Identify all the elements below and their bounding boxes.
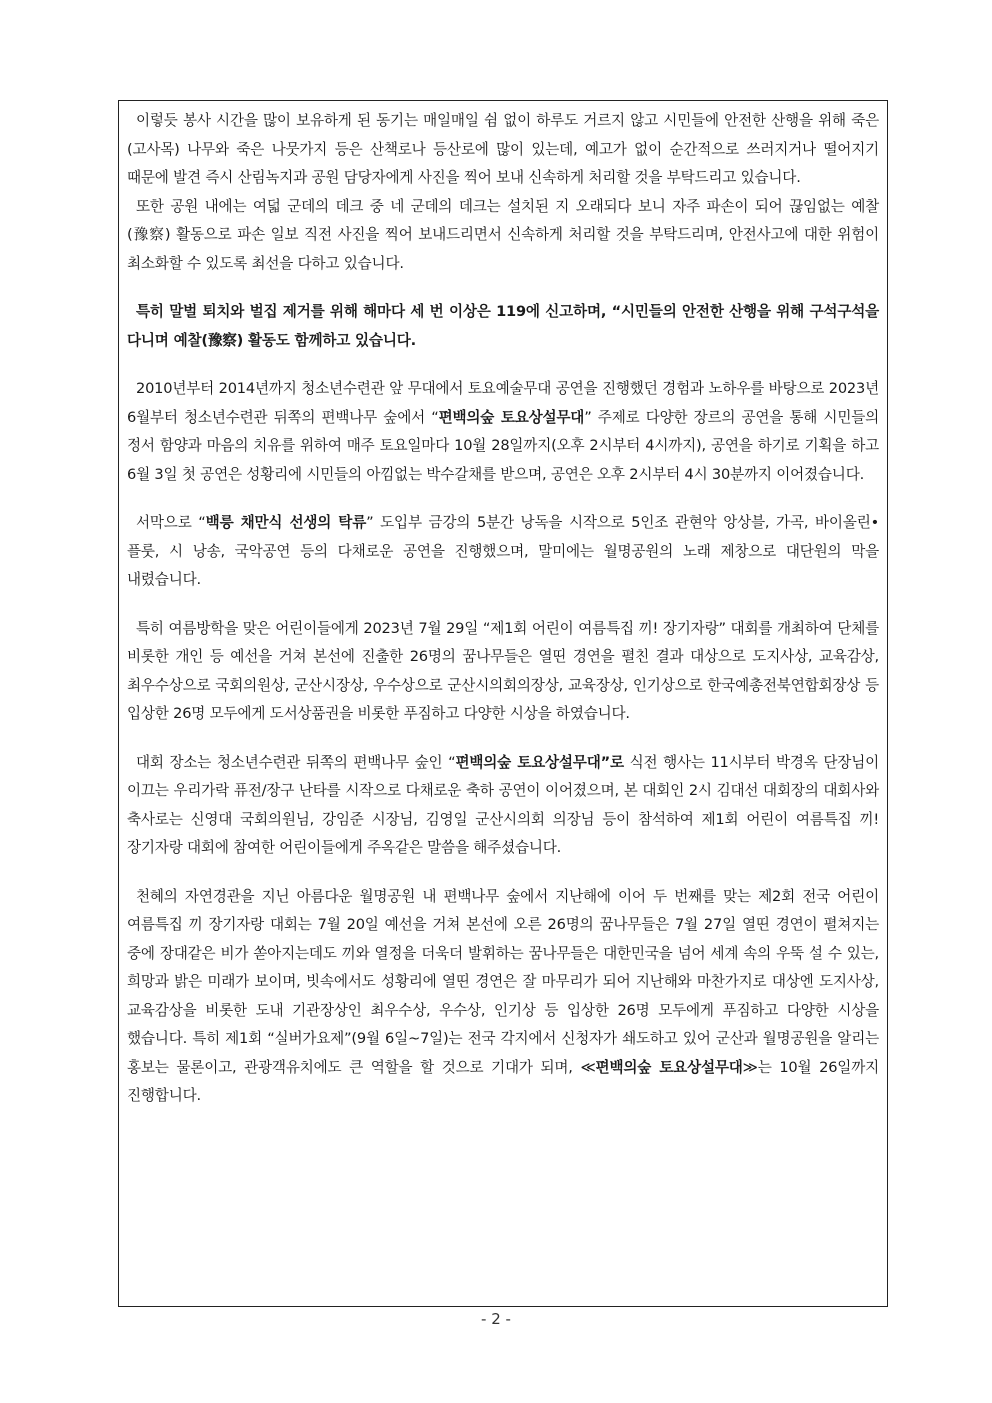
highlight-stage-name: 편백의숲 토요상설무대: [595, 1058, 743, 1076]
paragraph-volunteer-motive: 이렇듯 봉사 시간을 많이 보유하게 된 동기는 매일매일 쉼 없이 하루도 거르지 않고 시민들에 안전한 산행을 위해 죽은(고사목) 나무와 죽은 나뭇가지 등은 산책로나 등산로에 많이 있는데, 예고가 없이 순간적으로 쓰러지거나 떨어지기 때문에 발견 즉시 산림녹지과 공원 담당자에게 사진을 찍어 보내 신속하게 처리할 것을 부탁드리고 있습니다.: [127, 112, 879, 186]
text-segment: ” 주제로 다양한 장르의 공연을 통해 시민들의 정서 함양과 마음의 치유를 위하여 매주 토요일마다 10월 28일까지(오후 2시부터 4시까지), 공연을 하기로 기획을 하고 6월 3일 첫 공연은 성황리에 시민들의 아낌없는 박수갈채를 받으며, 공연은 오후 2시부터 4시 30분까지 이어졌습니다.: [127, 408, 880, 483]
paragraph-deck-inspection: 또한 공원 내에는 여덟 군데의 데크 중 네 군데의 데크는 설치된 지 오래되다 보니 자주 파손이 되어 끊임없는 예찰(豫察) 활동으로 파손 일보 직전 사진을 찍어 보내드리면서 신속하게 처리할 것을 부탁드리며, 안전사고에 대한 위험이 최소화할 수 있도록 최선을 다하고 있습니다.: [127, 197, 879, 272]
highlight-stage-name: 편백의숲 토요상설무대”로: [455, 753, 624, 771]
paragraph-hornet-removal: 특히 말벌 퇴치와 벌집 제거를 위해 해마다 세 번 이상은 119에 신고하며, “시민들의 안전한 산행을 위해 구석구석을 다니며 예찰(豫察) 활동도 함께하고 있습니다.: [127, 303, 879, 349]
paragraph-contest-venue: [127, 749, 879, 863]
document-frame: [118, 100, 888, 1307]
text-segment: 식전 행사는 11시부터 박경옥 단장님이 이끄는 우리가락 퓨전/장구 난타를 시작으로 다채로운 축하 공연이 이어졌으며, 본 대회인 2시 김대선 대회장의 대회사와 축사로는 신영대 국회의원님, 강임준 시장님, 김영일 군산시의회 의장님 등이 참석하여 제1회 어린이 여름특집 끼! 장기자랑 대회에 참여한 어린이들에게 주옥같은 말씀을 해주셨습니다.: [127, 753, 879, 856]
paragraph-opening-program: [127, 509, 879, 595]
highlight-stage-name: 편백의숲 토요상설무대: [438, 408, 585, 426]
text-segment: ≫는 10월 26일까지 진행합니다.: [127, 1058, 879, 1104]
highlight-work-title: 백릉 채만식 선생의 탁류: [205, 514, 367, 531]
text-segment: 2010년부터 2014년까지 청소년수련관 앞 무대에서 토요예술무대 공연을 진행했던 경험과 노하우를 바탕으로 2023년 6월부터 청소년수련관 뒤쪽의 편백나무 숲에서 “: [127, 380, 879, 426]
paragraph-talent-contest: 특히 여름방학을 맞은 어린이들에게 2023년 7월 29일 “제1회 어린이 여름특집 끼! 장기자랑” 대회를 개최하여 단체를 비롯한 개인 등 예선을 거쳐 본선에 진출한 26명의 꿈나무들은 열띤 경연을 펼친 결과 대상으로 도지사상, 교육감상, 최우수상으로 국회의원상, 군산시장상, 우수상으로 군산시의회의장상, 교육장상, 인기상으로 한국예총전북연합회장상 등 입상한 26명 모두에게 도서상품권을 비롯한 푸짐하고 다양한 시상을 하였습니다.: [127, 619, 879, 722]
text-segment: 서막으로 “: [136, 514, 206, 531]
paragraph-second-contest: [127, 883, 879, 1111]
text-segment: 대회 장소는 청소년수련관 뒤쪽의 편백나무 숲인 “: [136, 753, 456, 771]
paragraph-saturday-stage: [127, 375, 879, 489]
page-number: - 2 -: [481, 1310, 511, 1328]
text-segment: 천혜의 자연경관을 지닌 아름다운 월명공원 내 편백나무 숲에서 지난해에 이어 두 번째를 맞는 제2회 전국 어린이 여름특집 끼 장기자랑 대회는 7월 20일 예선을 거쳐 본선에 오른 26명의 꿈나무들은 7월 27일 열띤 경연이 펼쳐지는 중에 장대같은 비가 쏟아지는데도 끼와 열정을 더욱더 발휘하는 꿈나무들은 대한민국을 넘어 세계 속의 우뚝 설 수 있는, 희망과 밝은 미래가 보이며, 빗속에서도 성황리에 열띤 경연은 잘 마무리가 되어 지난해와 마찬가지로 대상엔 도지사상, 교육감상을 비롯한 도내 기관장상인 최우수상, 우수상, 인기상 등 입상한 26명 모두에게 푸짐하고 다양한 시상을 했습니다. 특히 제1회 “실버가요제”(9월 6일~7일)는 전국 각지에서 신청자가 쇄도하고 있어 군산과 월명공원을 알리는 홍보는 물론이고, 관광객유치에도 큰 역할을 할 것으로 기대가 되며, ≪: [127, 887, 879, 1076]
text-segment: ” 도입부 금강의 5분간 낭독을 시작으로 5인조 관현악 앙상블, 가곡, 바이올린•플룻, 시 낭송, 국악공연 등의 다채로운 공연을 진행했으며, 말미에는 월명공원의 노래 제창으로 대단원의 막을 내렸습니다.: [127, 514, 879, 588]
